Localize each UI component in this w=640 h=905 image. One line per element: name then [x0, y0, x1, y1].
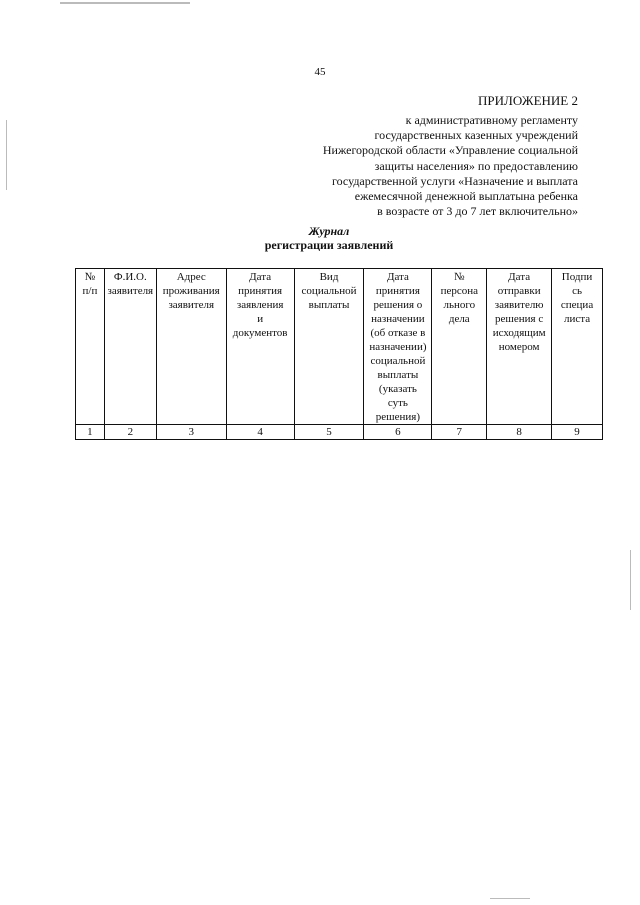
column-header-line: документов [232, 327, 288, 339]
column-header-line: дела [448, 313, 470, 325]
appendix-text [258, 113, 578, 219]
column-number-9: 9 [552, 425, 603, 440]
appendix-line: защиты населения» по предоставлению [374, 158, 578, 173]
column-header-5 [294, 269, 364, 425]
column-header-line: Дата [249, 271, 272, 283]
column-header-line: социальной [301, 285, 357, 297]
appendix-line: Нижегородской области «Управление социальной [322, 143, 578, 158]
column-header-line: исходящим [492, 327, 546, 339]
column-number-1: 1 [76, 425, 105, 440]
column-header-line: заявления [236, 299, 284, 311]
column-header-line: решения о [373, 299, 423, 311]
scan-artifact-right [630, 550, 631, 610]
column-header-9 [552, 269, 603, 425]
column-header-line: Подпи [561, 271, 593, 283]
column-header-line: персона [440, 285, 478, 297]
scan-artifact-left [6, 120, 7, 190]
column-header-7 [432, 269, 487, 425]
column-header-line: решения) [375, 411, 421, 423]
column-header-line: Вид [319, 271, 339, 283]
column-header-line: выплаты [377, 369, 419, 381]
column-header-line: отправки [497, 285, 541, 297]
column-header-1 [76, 269, 105, 425]
column-number-5: 5 [294, 425, 364, 440]
column-header-line: п/п [82, 285, 98, 297]
column-header-line: социальной [370, 355, 426, 367]
column-number-4: 4 [226, 425, 294, 440]
column-header-line: номером [498, 341, 540, 353]
column-header-line: листа [564, 313, 591, 325]
column-header-4 [226, 269, 294, 425]
column-header-line: льного [443, 299, 476, 311]
journal-title-line1: Журнал [308, 224, 350, 238]
column-header-line: специа [560, 299, 594, 311]
column-header-line: принятия [238, 285, 283, 297]
column-number-7: 7 [432, 425, 487, 440]
column-header-line: (об отказе в [370, 327, 426, 339]
page-number: 45 [314, 66, 326, 78]
column-header-line: назначении [371, 313, 425, 325]
column-header-line: Дата [508, 271, 531, 283]
column-header-line: проживания [162, 285, 220, 297]
column-header-line: Дата [386, 271, 409, 283]
column-header-2 [104, 269, 156, 425]
column-header-3 [156, 269, 226, 425]
table-number-row [76, 425, 603, 440]
column-header-line: № [84, 271, 96, 283]
column-header-line: выплаты [308, 299, 350, 311]
appendix-line: государственных казенных учреждений [374, 128, 578, 143]
column-header-line: заявителя [107, 285, 154, 297]
appendix-line: государственной услуги «Назначение и выплата [331, 173, 578, 188]
column-header-line: заявителю [494, 299, 544, 311]
column-header-line: решения с [495, 313, 544, 325]
column-header-line: Адрес [176, 271, 206, 283]
column-header-line: назначении) [369, 341, 427, 353]
column-header-line: Ф.И.О. [113, 271, 147, 283]
column-header-line: № [454, 271, 465, 283]
column-number-6: 6 [364, 425, 432, 440]
column-header-8 [487, 269, 552, 425]
journal-title [0, 224, 640, 252]
column-header-line: (указать [378, 383, 417, 395]
column-header-6 [364, 269, 432, 425]
scan-artifact-bottom [490, 898, 530, 899]
column-header-line: заявителя [168, 299, 215, 311]
column-header-line: и [257, 313, 264, 325]
appendix-line: ежемесячной денежной выплатына ребенка [354, 189, 578, 204]
column-number-3: 3 [156, 425, 226, 440]
column-number-2: 2 [104, 425, 156, 440]
appendix-title: ПРИЛОЖЕНИЕ 2 [478, 93, 578, 108]
appendix-line: к административному регламенту [405, 113, 578, 127]
column-number-8: 8 [487, 425, 552, 440]
scan-artifact-top [60, 2, 190, 4]
table-header-row [76, 269, 603, 425]
column-header-line: сь [572, 285, 582, 297]
column-header-line: суть [387, 397, 408, 409]
appendix-line: в возрасте от 3 до 7 лет включительно» [377, 204, 578, 219]
column-header-line: принятия [375, 285, 420, 297]
journal-table [75, 268, 603, 440]
journal-title-line2: регистрации заявлений [264, 238, 394, 252]
